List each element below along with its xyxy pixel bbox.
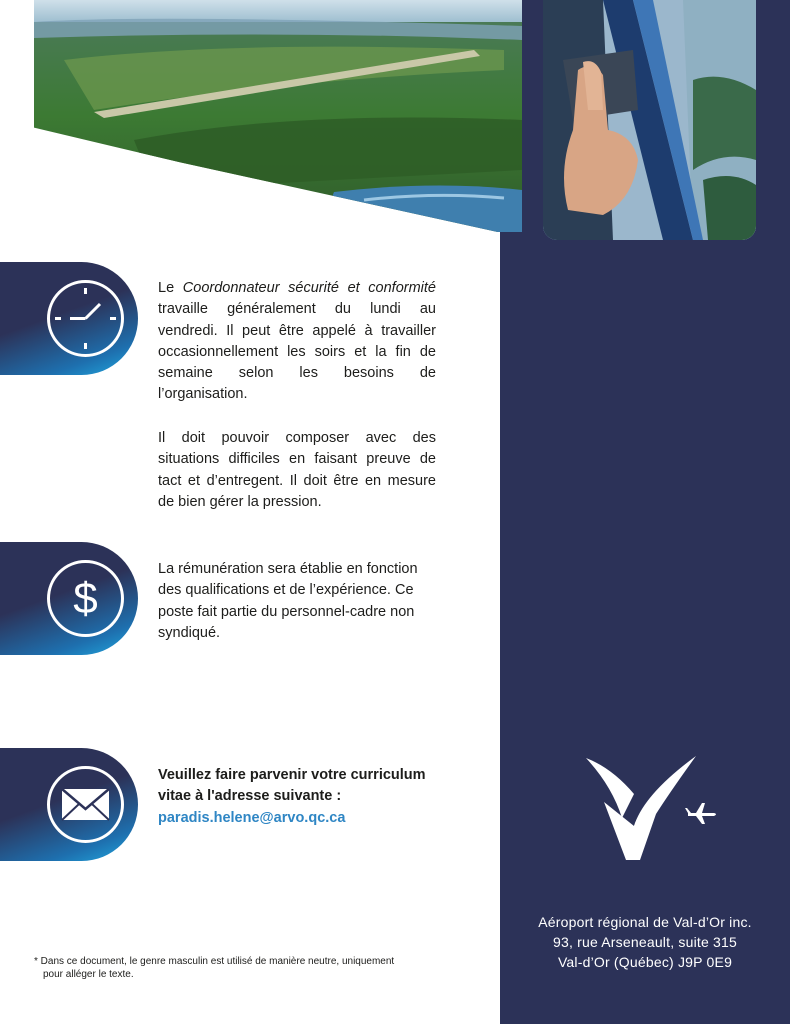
aerial-photo bbox=[34, 0, 522, 232]
schedule-paragraph: Le Coordonnateur sécurité et conformité travaille généralement du lundi au vendredi. Il peut être appelé à travailler occasionnellement les soirs et la fin de semaine selon les besoins de l’organisation. bbox=[158, 280, 436, 403]
address-line-2: 93, rue Arseneault, suite 315 bbox=[552, 934, 738, 950]
thumbs-up-photo bbox=[543, 0, 756, 240]
salary-icon-tab bbox=[0, 542, 138, 655]
svg-text:$: $ bbox=[73, 574, 98, 623]
job-title: Coordonnateur sécurité et conformité bbox=[182, 280, 436, 296]
contact-instruction: Veuillez faire parvenir votre curriculum vitae à l'adresse suivante : bbox=[158, 767, 426, 805]
schedule-icon-tab bbox=[0, 262, 138, 375]
address-block bbox=[520, 912, 770, 972]
contact-paragraph bbox=[158, 765, 436, 829]
footnote: * Dans ce document, le genre masculin est utilisé de manière neutre, uniquement pour alléger le texte. bbox=[34, 956, 395, 980]
salary-paragraph: La rémunération sera établie en fonction des qualifications et de l’expérience. Ce poste fait partie du personnel-cadre non syndiqué. bbox=[158, 561, 418, 641]
envelope-icon bbox=[47, 766, 124, 843]
contact-icon-tab bbox=[0, 748, 138, 861]
dollar-icon bbox=[47, 560, 124, 637]
email-link[interactable]: paradis.helene@arvo.qc.ca bbox=[158, 809, 346, 826]
clock-icon bbox=[47, 280, 124, 357]
arvo-logo bbox=[582, 752, 722, 864]
skills-paragraph: Il doit pouvoir composer avec des situations difficiles en faisant preuve de tact et d’entregent. Il doit être en mesure de bien gérer la pression. bbox=[158, 430, 436, 510]
address-line-3: Val-d’Or (Québec) J9P 0E9 bbox=[557, 954, 733, 970]
address-line-1: Aéroport régional de Val-d’Or inc. bbox=[538, 914, 752, 930]
